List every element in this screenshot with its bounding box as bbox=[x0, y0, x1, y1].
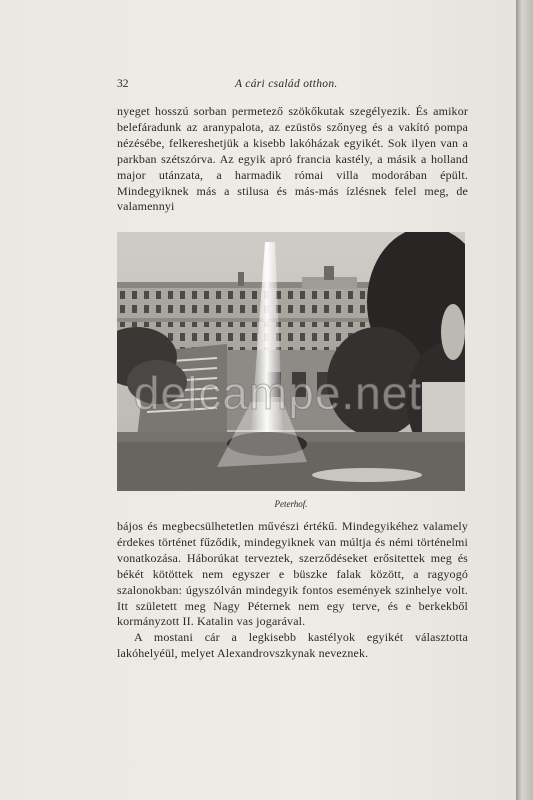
peterhof-photo bbox=[117, 232, 465, 491]
figure-caption: Peterhof. bbox=[274, 499, 308, 509]
running-title: A cári család otthon. bbox=[235, 78, 338, 90]
body-text-top bbox=[117, 104, 468, 215]
paragraph: nyeget hosszú sorban permetező szökőkutak szegélyezik. És amikor belefáradunk az aranypalota, az ezüstös szőnyeg és a vakító pompa nézésébe, felkereshetjük a kisebb lakóházak egyikét. Sok ilyen van a parkban szétszórva. Az egyik apró francia kastély, a másik a holland major utánzata, a harmadik római villa modorában épült. Mindegyiknek más a stilusa és más-más ízlésnek felel meg, de valamennyi bbox=[117, 104, 468, 214]
paragraph: bájos és megbecsülhetetlen művészi értékű. Mindegyikéhez valamely érdekes történet fűződik, mindegyiknek van múltja és némi történelmi vonatkozása. Háborúkat terveztek, szerződéseket erősitettek meg és békét kötöttek nem egyszer e büszke falak között, a ragyogó szalonokban: úgyszólván mindegyik fontos események szinhelye volt. Itt született meg Nagy Péternek nem egy terve, és e berkekből kormányzott II. Katalin vas jogarával. bbox=[117, 519, 468, 629]
page-number: 32 bbox=[117, 78, 129, 90]
running-header bbox=[117, 78, 467, 94]
paragraph: A mostani cár a legkisebb kastélyok egyikét választotta lakóhelyéül, melyet Alexandrovszkynak neveznek. bbox=[117, 630, 468, 661]
page-edge-spine bbox=[516, 0, 533, 800]
body-text-bottom bbox=[117, 519, 468, 662]
watermark-text: delcampe.net bbox=[133, 367, 423, 419]
